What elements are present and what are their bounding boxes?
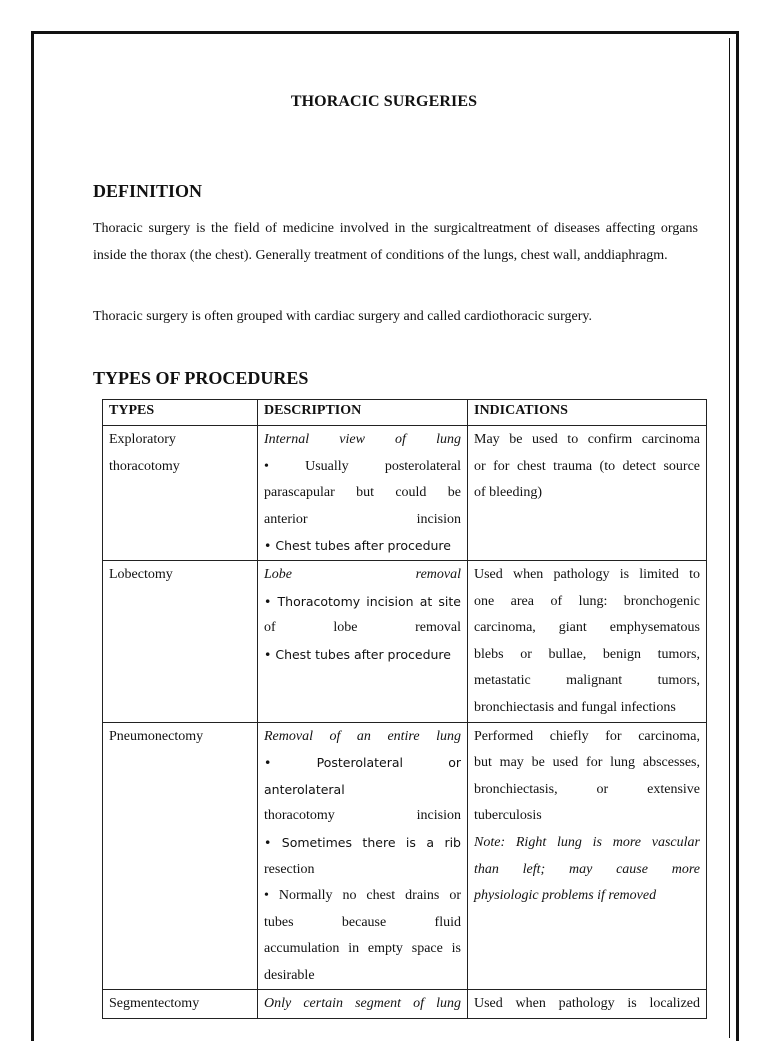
indications-line: metastatic malignant tumors, [474, 673, 700, 689]
page-title: THORACIC SURGERIES [290, 93, 478, 110]
description-line: of lobe removal [264, 620, 461, 636]
indications-note-line: physiologic problems if removed [474, 888, 657, 904]
description-line: • Posterolateral or anterolateral [264, 755, 461, 797]
definition-paragraph-2: Thoracic surgery is often grouped with cardiac surgery and called cardiothoracic surgery. [93, 309, 593, 324]
indications-line: of bleeding) [474, 485, 543, 501]
type-line: Lobectomy [109, 566, 173, 582]
description-cell [258, 426, 468, 561]
type-line: Pneumonectomy [109, 728, 204, 744]
table-row [103, 426, 707, 561]
table-row [103, 990, 707, 1019]
description-line: Removal of an entire lung [264, 728, 461, 744]
description-line: anterior incision [264, 511, 461, 527]
indications-cell [468, 560, 707, 722]
description-line: • Sometimes there is a rib [264, 834, 461, 850]
description-line: resection [264, 861, 315, 877]
type-line: thoracotomy [109, 458, 180, 474]
table-row [103, 560, 707, 722]
indications-line: May be used to confirm carcinoma [474, 432, 700, 447]
page-border-inner [729, 38, 730, 1038]
indications-cell [468, 722, 707, 990]
description-cell [258, 722, 468, 990]
description-line: Lobe removal [264, 566, 461, 582]
table-row [103, 722, 707, 990]
description-line: thoracotomy incision [264, 808, 461, 824]
description-cell [258, 560, 468, 722]
indications-line: or for chest trauma (to detect source [474, 458, 700, 474]
description-line: desirable [264, 967, 315, 983]
column-header-description: DESCRIPTION [258, 400, 468, 426]
indications-note-line: Note: Right lung is more vascular [474, 834, 700, 850]
indications-line: tuberculosis [474, 808, 542, 824]
column-header-types: TYPES [103, 400, 258, 426]
description-line: tubes because fluid [264, 914, 461, 930]
indications-line: Performed chiefly for carcinoma, [474, 728, 700, 744]
type-cell [103, 722, 258, 990]
indications-line: one area of lung: bronchogenic [474, 593, 700, 609]
indications-line: Used when pathology is limited to [474, 566, 700, 582]
type-line: Exploratory [109, 432, 176, 447]
description-line: Only certain segment of lung [264, 996, 461, 1012]
indications-cell [468, 426, 707, 561]
indications-line: blebs or bullae, benign tumors, [474, 646, 700, 662]
description-line: parascapular but could be [264, 485, 461, 501]
column-header-indications: INDICATIONS [468, 400, 707, 426]
description-cell [258, 990, 468, 1019]
description-line: • Chest tubes after procedure [264, 538, 451, 554]
indications-line: but may be used for lung abscesses, [474, 755, 700, 771]
definition-paragraph-1: Thoracic surgery is the field of medicine involved in the surgicaltreatment of diseases affecting organs inside the thorax (the chest). Generally treatment of conditions of the lungs, chest wall, anddiaphragm. [93, 221, 698, 263]
description-line: • Usually posterolateral [264, 458, 461, 474]
procedures-heading: TYPES OF PROCEDURES [93, 368, 309, 388]
type-cell [103, 426, 258, 561]
description-line: • Normally no chest drains or [264, 888, 461, 904]
table-header-row [103, 400, 707, 426]
indications-line: bronchiectasis, or extensive [474, 781, 700, 797]
indications-note-line: than left; may cause more [474, 861, 700, 877]
type-cell [103, 560, 258, 722]
description-line: • Chest tubes after procedure [264, 646, 451, 662]
description-line: Internal view of lung [264, 432, 461, 447]
indications-line: Used when pathology is localized [474, 996, 700, 1012]
type-line: Segmentectomy [109, 996, 200, 1012]
indications-line: carcinoma, giant emphysematous [474, 620, 700, 636]
indications-cell [468, 990, 707, 1019]
description-line: accumulation in empty space is [264, 941, 461, 957]
procedures-table [102, 399, 707, 1019]
indications-line: bronchiectasis and fungal infections [474, 699, 676, 715]
type-cell [103, 990, 258, 1019]
description-line: • Thoracotomy incision at site [264, 593, 461, 609]
definition-heading: DEFINITION [93, 181, 203, 201]
